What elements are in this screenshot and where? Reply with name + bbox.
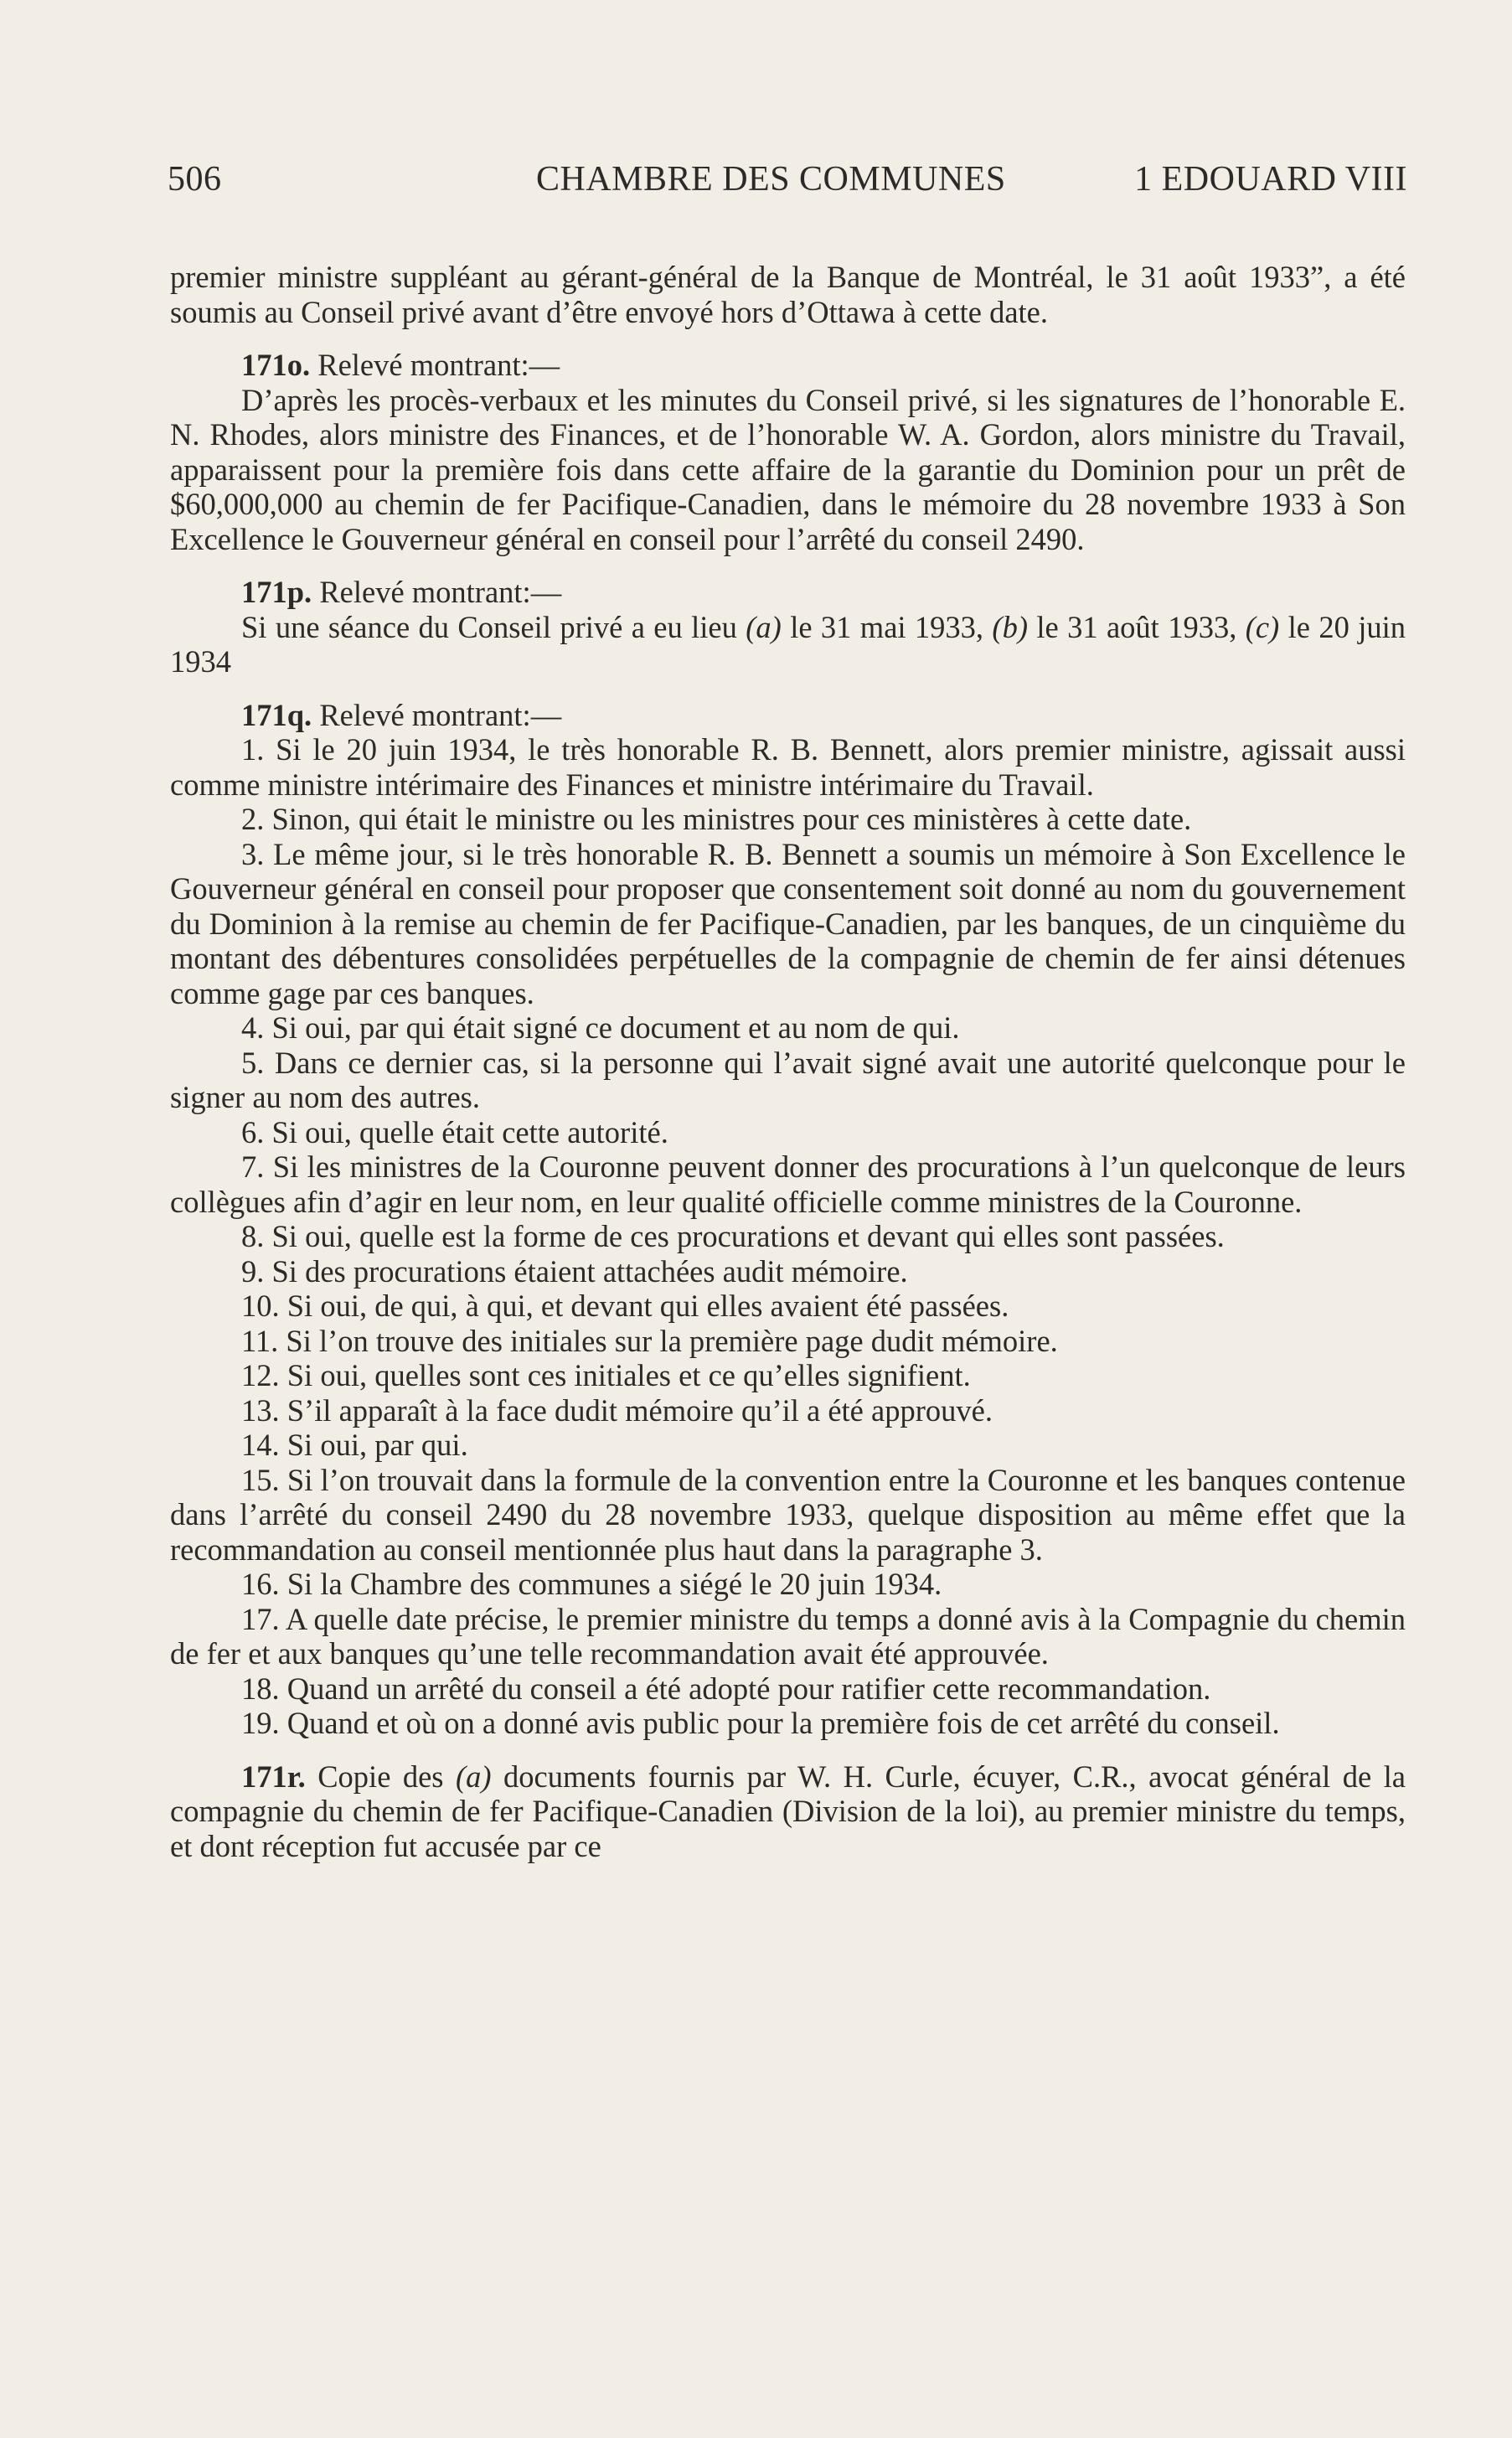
list-item: 11. Si l’on trouve des initiales sur la première page dudit mémoire. — [241, 1323, 1058, 1358]
paragraph: Si une séance du Conseil privé a eu lieu (a) le 31 mai 1933, (b) le 31 août 1933, (c) le 20 juin 1934 — [170, 609, 1406, 679]
item-171o-heading: 171o. Relevé montrant:— — [241, 348, 560, 382]
item-label: 171q. — [241, 697, 312, 732]
list-item: 1. Si le 20 juin 1934, le très honorable R. B. Bennett, alors premier ministre, agissait aussi comme ministre intérimaire des Finances et ministre intérimaire du Travail. — [170, 732, 1406, 802]
item-171p-heading: 171p. Relevé montrant:— — [241, 575, 562, 609]
list-item: 19. Quand et où on a donné avis public pour la première fois de cet arrêté du conseil. — [241, 1706, 1280, 1740]
list-item: 9. Si des procurations étaient attachées audit mémoire. — [241, 1253, 908, 1289]
list-item: 15. Si l’on trouvait dans la formule de la convention entre la Couronne et les banques contenue dans l’arrêté du conseil 2490 du 28 novembre 1933, quelque disposition au même effet que la recommandation au conseil mentionnée plus haut dans la paragraphe 3. — [170, 1462, 1406, 1567]
list-item: 4. Si oui, par qui était signé ce document et au nom de qui. — [241, 1010, 960, 1045]
list-item: 2. Sinon, qui était le ministre ou les ministres pour ces ministères à cette date. — [241, 802, 1192, 836]
header-reign: 1 EDOUARD VIII — [1134, 160, 1407, 199]
list-item: 16. Si la Chambre des communes a siégé le 20 juin 1934. — [241, 1567, 942, 1601]
item-171q-heading: 171q. Relevé montrant:— — [241, 697, 562, 732]
item-label: 171r. — [241, 1759, 306, 1794]
list-item: 7. Si les ministres de la Couronne peuvent donner des procurations à l’un quelconque de leurs collègues afin d’agir en leur nom, en leur qualité officielle comme ministres de la Couronne. — [170, 1149, 1406, 1219]
item-label: 171p. — [241, 575, 312, 609]
header-title: CHAMBRE DES COMMUNES — [536, 160, 1006, 199]
list-item: 14. Si oui, par qui. — [241, 1428, 468, 1462]
paragraph: D’après les procès-verbaux et les minutes du Conseil privé, si les signatures de l’honorable E. N. Rhodes, alors ministre des Finances, et de l’honorable W. A. Gordon, alors ministre du Travail, apparaissent pour la première fois dans cette affaire de la garantie du Dominion pour un prêt de $60,000,000 au chemin de fer Pacifique-Canadien, dans le mémoire du 28 novembre 1933 à Son Excellence le Gouverneur général en conseil pour l’arrêté du conseil 2490. — [170, 382, 1406, 556]
list-item: 3. Le même jour, si le très honorable R. B. Bennett a soumis un mémoire à Son Excellence le Gouverneur général en conseil pour proposer que consentement soit donné au nom du gouvernement du Dominion à la remise au chemin de fer Pacifique-Canadien, par les banques, de un cinquième du montant des débentures consolidées perpétuelles de la compagnie de chemin de fer ainsi détenues comme gage par ces banques. — [170, 836, 1406, 1010]
list-item: 12. Si oui, quelles sont ces initiales et ce qu’elles signifient. — [241, 1358, 971, 1392]
page-number: 506 — [168, 160, 222, 199]
list-item: 8. Si oui, quelle est la forme de ces procurations et devant qui elles sont passées. — [241, 1219, 1225, 1253]
item-label: 171o. — [241, 348, 311, 382]
list-item: 5. Dans ce dernier cas, si la personne qui l’avait signé avait une autorité quelconque pour le signer au nom des autres. — [170, 1045, 1406, 1114]
item-171r-paragraph: 171r. Copie des (a) documents fournis par W. H. Curle, écuyer, C.R., avocat général de la compagnie du chemin de fer Pacifique-Canadien (Division de la loi), au premier ministre du temps, et dont réception fut accusée par ce — [170, 1759, 1406, 1863]
list-item: 10. Si oui, de qui, à qui, et devant qui elles avaient été passées. — [241, 1289, 1009, 1323]
list-item: 13. S’il apparaît à la face dudit mémoire qu’il a été approuvé. — [241, 1392, 993, 1428]
list-item: 17. A quelle date précise, le premier ministre du temps a donné avis à la Compagnie du chemin de fer et aux banques qu’une telle recommandation avait été approuvée. — [170, 1601, 1406, 1671]
running-header — [168, 159, 1407, 201]
paragraph: premier ministre suppléant au gérant-général de la Banque de Montréal, le 31 août 1933”, a été soumis au Conseil privé avant d’être envoyé hors d’Ottawa à cette date. — [170, 260, 1406, 329]
list-item: 18. Quand un arrêté du conseil a été adopté pour ratifier cette recommandation. — [241, 1671, 1211, 1706]
body-text — [170, 260, 1406, 1863]
list-item: 6. Si oui, quelle était cette autorité. — [241, 1114, 668, 1149]
